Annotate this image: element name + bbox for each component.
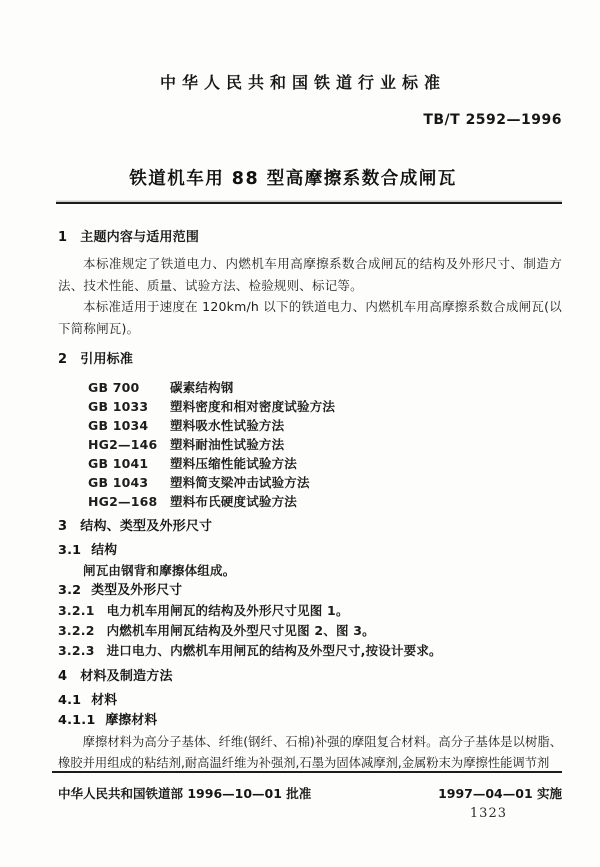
reference-row — [58, 473, 562, 492]
section-1-paragraph: 本标准规定了铁道电力、内燃机车用高摩擦系数合成闸瓦的结构及外形尺寸、制造方法、技术性能、质量、试验方法、检验规则、标记等。 — [58, 256, 562, 293]
subsection-number: 3.1 — [58, 543, 82, 558]
reference-title: 塑料密度和相对密度试验方法 — [170, 399, 336, 414]
section-1-heading — [58, 228, 562, 248]
reference-title: 塑料布氏硬度试验方法 — [170, 494, 298, 509]
subsection-title: 结构 — [91, 543, 118, 558]
reference-row — [58, 416, 562, 435]
subsection-4-1-heading — [58, 691, 562, 711]
clause-3-2-3 — [58, 641, 562, 661]
subsection-title: 摩擦材料 — [105, 713, 158, 728]
clause-number: 3.2.2 — [58, 623, 95, 638]
reference-row — [58, 492, 562, 511]
standard-number: TB/T 2592—1996 — [423, 112, 562, 128]
page-number: 1323 — [469, 806, 507, 821]
subsection-number: 4.1.1 — [58, 713, 96, 728]
reference-row — [58, 454, 562, 473]
section-number: 2 — [58, 352, 68, 367]
subsection-number: 4.1 — [58, 693, 82, 708]
clause-3-2-2 — [58, 621, 562, 641]
reference-list — [58, 378, 562, 511]
footer-implementation-text: 1997—04—01 实施 — [438, 786, 562, 801]
section-number: 1 — [58, 230, 68, 245]
reference-code: GB 1034 — [88, 418, 149, 433]
section-title: 引用标准 — [80, 352, 134, 367]
section-title: 主题内容与适用范围 — [80, 230, 200, 245]
subsection-3-1-body: 闸瓦由钢背和摩擦体组成。 — [83, 563, 236, 578]
reference-title: 碳素结构钢 — [170, 380, 234, 395]
reference-code: HG2—168 — [88, 494, 158, 509]
footer-divider-rule — [52, 771, 562, 773]
title-divider-rule — [56, 202, 562, 204]
section-title: 结构、类型及外形尺寸 — [80, 519, 213, 534]
subsection-3-1-heading — [58, 541, 562, 561]
subsection-title: 材料 — [91, 693, 118, 708]
reference-row — [58, 435, 562, 454]
reference-title: 塑料耐油性试验方法 — [170, 437, 285, 452]
reference-code: GB 700 — [88, 380, 140, 395]
clause-3-2-1 — [58, 601, 562, 621]
reference-title: 塑料简支梁冲击试验方法 — [170, 475, 310, 490]
subsection-title: 类型及外形尺寸 — [91, 583, 183, 598]
section-title: 材料及制造方法 — [80, 669, 173, 684]
section-4-paragraph: 摩擦材料为高分子基体、纤维(钢纤、石棉)补强的摩阻复合材料。高分子基体是以树脂、橡胶并用组成的粘结剂,耐高温纤维为补强剂,石墨为固体减摩剂,金属粉末为摩擦性能调节剂 — [58, 735, 562, 770]
clause-number: 3.2.3 — [58, 643, 95, 658]
section-1-paragraph: 本标准适用于速度在 120km/h 以下的铁道电力、内燃机车用高摩擦系数合成闸瓦(以下简称闸瓦)。 — [58, 299, 562, 336]
reference-code: HG2—146 — [88, 437, 158, 452]
section-2-heading — [58, 350, 562, 370]
subsection-4-1-1-heading — [58, 711, 562, 731]
reference-row — [58, 397, 562, 416]
document-body — [58, 220, 562, 774]
footer-approval-text: 中华人民共和国铁道部 1996—10—01 批准 — [58, 786, 312, 801]
reference-code: GB 1041 — [88, 456, 149, 471]
section-number: 4 — [58, 669, 68, 684]
clause-text: 内燃机车用闸瓦结构及外型尺寸见图 2、图 3。 — [106, 623, 375, 638]
subsection-number: 3.2 — [58, 583, 82, 598]
clause-text: 电力机车用闸瓦的结构及外形尺寸见图 1。 — [106, 603, 349, 618]
subsection-3-2-heading — [58, 581, 562, 601]
clause-number: 3.2.1 — [58, 603, 95, 618]
clause-text: 进口电力、内燃机车用闸瓦的结构及外型尺寸,按设计要求。 — [106, 643, 442, 658]
section-4-heading — [58, 667, 562, 687]
reference-code: GB 1033 — [88, 399, 149, 414]
document-title: 铁道机车用 88 型高摩擦系数合成闸瓦 — [129, 169, 457, 189]
section-3-heading — [58, 517, 562, 537]
reference-title: 塑料压缩性能试验方法 — [170, 456, 298, 471]
reference-code: GB 1043 — [88, 475, 149, 490]
reference-row — [58, 378, 562, 397]
standard-category-header: 中华人民共和国铁道行业标准 — [159, 73, 446, 92]
reference-title: 塑料吸水性试验方法 — [170, 418, 285, 433]
section-number: 3 — [58, 519, 68, 534]
